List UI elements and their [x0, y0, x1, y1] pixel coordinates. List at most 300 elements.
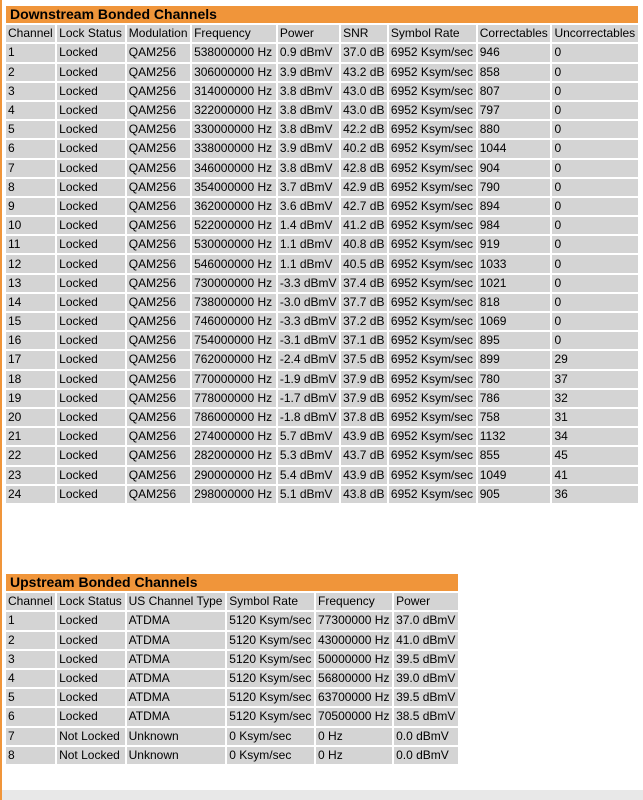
downstream-title: Downstream Bonded Channels [6, 6, 638, 23]
downstream-table-cell: QAM256 [127, 102, 190, 119]
upstream-table-cell: Locked [57, 708, 125, 725]
downstream-table-row [6, 44, 638, 61]
downstream-table-row [6, 486, 638, 503]
upstream-table-cell: 5120 Ksym/sec [227, 651, 314, 668]
downstream-table-cell: QAM256 [127, 351, 190, 368]
downstream-table-cell: 6 [6, 140, 55, 157]
downstream-table-cell: 6952 Ksym/sec [389, 64, 476, 81]
downstream-table-cell: Locked [57, 121, 125, 138]
downstream-table-cell: Locked [57, 332, 125, 349]
downstream-table-cell: Locked [57, 255, 125, 272]
downstream-column-header: Uncorrectables [552, 25, 638, 42]
downstream-table-row [6, 294, 638, 311]
upstream-table-cell: 7 [6, 728, 55, 745]
downstream-table-cell: 306000000 Hz [192, 64, 276, 81]
downstream-table-row [6, 64, 638, 81]
downstream-table-cell: QAM256 [127, 179, 190, 196]
downstream-table-cell: 6952 Ksym/sec [389, 140, 476, 157]
downstream-table-cell: 0 [552, 102, 638, 119]
downstream-table-cell: 5.7 dBmV [278, 428, 339, 445]
downstream-table-cell: 6952 Ksym/sec [389, 486, 476, 503]
upstream-table-cell: 63700000 Hz [316, 689, 392, 706]
downstream-table-cell: QAM256 [127, 160, 190, 177]
upstream-table-cell: 39.5 dBmV [394, 689, 458, 706]
downstream-table-cell: QAM256 [127, 390, 190, 407]
downstream-table-cell: 762000000 Hz [192, 351, 276, 368]
downstream-table-cell: 13 [6, 275, 55, 292]
downstream-table-cell: 16 [6, 332, 55, 349]
downstream-table-cell: 1 [6, 44, 55, 61]
downstream-table-cell: 984 [478, 217, 551, 234]
downstream-table-cell: Locked [57, 409, 125, 426]
downstream-table-cell: Locked [57, 198, 125, 215]
downstream-table-cell: 37.2 dB [341, 313, 387, 330]
downstream-table-row [6, 390, 638, 407]
downstream-table-cell: 0 [552, 313, 638, 330]
downstream-table-cell: Locked [57, 83, 125, 100]
downstream-table-cell: Locked [57, 351, 125, 368]
downstream-table-cell: 858 [478, 64, 551, 81]
downstream-table-cell: 282000000 Hz [192, 447, 276, 464]
downstream-table-row [6, 198, 638, 215]
downstream-table-cell: Locked [57, 467, 125, 484]
upstream-table-cell: ATDMA [127, 651, 226, 668]
page-bottom-band [2, 790, 643, 800]
downstream-table-cell: 10 [6, 217, 55, 234]
upstream-table-row [6, 747, 458, 764]
downstream-table-cell: 6952 Ksym/sec [389, 255, 476, 272]
upstream-table-cell: 43000000 Hz [316, 632, 392, 649]
downstream-table-cell: 6952 Ksym/sec [389, 217, 476, 234]
upstream-table-cell: 50000000 Hz [316, 651, 392, 668]
downstream-table-cell: 9 [6, 198, 55, 215]
downstream-table-cell: 42.8 dB [341, 160, 387, 177]
upstream-table-row [6, 670, 458, 687]
downstream-table-row [6, 102, 638, 119]
downstream-table-cell: 738000000 Hz [192, 294, 276, 311]
downstream-table-cell: 43.0 dB [341, 83, 387, 100]
downstream-table-cell: -1.8 dBmV [278, 409, 339, 426]
upstream-table-row [6, 651, 458, 668]
downstream-table-cell: 40.5 dB [341, 255, 387, 272]
upstream-table-cell: Locked [57, 689, 125, 706]
downstream-table-cell: 0.9 dBmV [278, 44, 339, 61]
downstream-table-cell: Locked [57, 294, 125, 311]
upstream-table-cell: 5120 Ksym/sec [227, 708, 314, 725]
downstream-table-row [6, 236, 638, 253]
downstream-column-header: Symbol Rate [389, 25, 476, 42]
upstream-table-cell: ATDMA [127, 632, 226, 649]
downstream-table-cell: 6952 Ksym/sec [389, 179, 476, 196]
upstream-table-row [6, 708, 458, 725]
upstream-table-cell: ATDMA [127, 708, 226, 725]
downstream-table-cell: QAM256 [127, 332, 190, 349]
downstream-table-cell: 6952 Ksym/sec [389, 371, 476, 388]
upstream-table-row [6, 632, 458, 649]
upstream-table-cell: 3 [6, 651, 55, 668]
downstream-table-row [6, 447, 638, 464]
upstream-table-cell: 5120 Ksym/sec [227, 612, 314, 629]
downstream-table-cell: 338000000 Hz [192, 140, 276, 157]
downstream-table-cell: 780 [478, 371, 551, 388]
downstream-table-cell: 6952 Ksym/sec [389, 409, 476, 426]
downstream-table-cell: 43.9 dB [341, 467, 387, 484]
downstream-table-cell: QAM256 [127, 371, 190, 388]
downstream-table-cell: 43.8 dB [341, 486, 387, 503]
downstream-table-cell: 42.7 dB [341, 198, 387, 215]
downstream-table-cell: QAM256 [127, 83, 190, 100]
downstream-table-cell: 1069 [478, 313, 551, 330]
downstream-table-cell: Locked [57, 160, 125, 177]
downstream-table-cell: 37.5 dB [341, 351, 387, 368]
downstream-column-header: Modulation [127, 25, 190, 42]
downstream-table-cell: 946 [478, 44, 551, 61]
downstream-table-cell: Locked [57, 275, 125, 292]
downstream-table-cell: 6952 Ksym/sec [389, 390, 476, 407]
upstream-channels-table [4, 572, 460, 766]
downstream-table-cell: 1049 [478, 467, 551, 484]
downstream-channels-table [4, 4, 640, 505]
upstream-table-body [6, 612, 458, 764]
downstream-table-cell: 746000000 Hz [192, 313, 276, 330]
downstream-table-cell: 346000000 Hz [192, 160, 276, 177]
upstream-table-cell: 1 [6, 612, 55, 629]
downstream-column-header: Channel [6, 25, 55, 42]
downstream-table-cell: 905 [478, 486, 551, 503]
upstream-table-cell: 56800000 Hz [316, 670, 392, 687]
upstream-table-cell: 5120 Ksym/sec [227, 670, 314, 687]
downstream-table-cell: Locked [57, 447, 125, 464]
downstream-table-cell: 274000000 Hz [192, 428, 276, 445]
upstream-table-cell: Not Locked [57, 747, 125, 764]
downstream-column-header: Lock Status [57, 25, 125, 42]
upstream-table-cell: ATDMA [127, 612, 226, 629]
upstream-table-cell: 5120 Ksym/sec [227, 689, 314, 706]
downstream-table-cell: 22 [6, 447, 55, 464]
upstream-table-row [6, 612, 458, 629]
downstream-table-cell: 6952 Ksym/sec [389, 428, 476, 445]
downstream-table-cell: -3.1 dBmV [278, 332, 339, 349]
downstream-table-cell: 6952 Ksym/sec [389, 467, 476, 484]
downstream-table-cell: 37.9 dB [341, 371, 387, 388]
downstream-table-cell: 43.9 dB [341, 428, 387, 445]
downstream-table-cell: 0 [552, 255, 638, 272]
downstream-table-cell: 3.8 dBmV [278, 121, 339, 138]
downstream-table-cell: 20 [6, 409, 55, 426]
downstream-table-cell: 17 [6, 351, 55, 368]
downstream-table-cell: Locked [57, 390, 125, 407]
downstream-table-cell: 45 [552, 447, 638, 464]
downstream-table-cell: 42.2 dB [341, 121, 387, 138]
downstream-table-cell: 37.7 dB [341, 294, 387, 311]
downstream-table-cell: 6952 Ksym/sec [389, 44, 476, 61]
downstream-table-cell: 894 [478, 198, 551, 215]
downstream-table-row [6, 351, 638, 368]
downstream-table-cell: QAM256 [127, 217, 190, 234]
downstream-table-cell: 778000000 Hz [192, 390, 276, 407]
downstream-table-row [6, 121, 638, 138]
downstream-table-cell: 37.8 dB [341, 409, 387, 426]
downstream-table-cell: 807 [478, 83, 551, 100]
upstream-table-cell: Locked [57, 612, 125, 629]
downstream-table-cell: 0 [552, 179, 638, 196]
upstream-table-cell: ATDMA [127, 689, 226, 706]
downstream-table-row [6, 371, 638, 388]
downstream-table-row [6, 179, 638, 196]
downstream-table-cell: 1021 [478, 275, 551, 292]
downstream-table-cell: 12 [6, 255, 55, 272]
downstream-table-cell: Locked [57, 102, 125, 119]
downstream-table-cell: 6952 Ksym/sec [389, 121, 476, 138]
downstream-table-cell: 0 [552, 236, 638, 253]
downstream-table-cell: 1044 [478, 140, 551, 157]
downstream-table-cell: 818 [478, 294, 551, 311]
downstream-table-cell: 6952 Ksym/sec [389, 313, 476, 330]
downstream-table-cell: QAM256 [127, 255, 190, 272]
downstream-table-cell: QAM256 [127, 44, 190, 61]
downstream-table-cell: 29 [552, 351, 638, 368]
upstream-table-cell: 39.5 dBmV [394, 651, 458, 668]
downstream-table-cell: 0 [552, 140, 638, 157]
downstream-table-cell: 290000000 Hz [192, 467, 276, 484]
downstream-table-cell: QAM256 [127, 447, 190, 464]
downstream-table-cell: 354000000 Hz [192, 179, 276, 196]
downstream-table-row [6, 275, 638, 292]
upstream-table-cell: 5 [6, 689, 55, 706]
downstream-table-cell: 530000000 Hz [192, 236, 276, 253]
downstream-table-cell: 37.0 dB [341, 44, 387, 61]
downstream-table-cell: 6952 Ksym/sec [389, 294, 476, 311]
upstream-column-header: US Channel Type [127, 593, 226, 610]
downstream-column-header: Power [278, 25, 339, 42]
downstream-table-cell: QAM256 [127, 409, 190, 426]
downstream-table-cell: 538000000 Hz [192, 44, 276, 61]
downstream-table-cell: 0 [552, 160, 638, 177]
upstream-column-header: Power [394, 593, 458, 610]
downstream-table-cell: 314000000 Hz [192, 83, 276, 100]
downstream-table-cell: 0 [552, 44, 638, 61]
downstream-table-cell: 15 [6, 313, 55, 330]
downstream-table-cell: 3.8 dBmV [278, 102, 339, 119]
downstream-table-cell: Locked [57, 217, 125, 234]
downstream-table-cell: 3.8 dBmV [278, 160, 339, 177]
upstream-table-cell: 0.0 dBmV [394, 747, 458, 764]
downstream-table-cell: 37.1 dB [341, 332, 387, 349]
downstream-table-row [6, 409, 638, 426]
downstream-table-cell: 43.0 dB [341, 102, 387, 119]
downstream-table-cell: Locked [57, 428, 125, 445]
downstream-table-cell: 14 [6, 294, 55, 311]
downstream-table-cell: 6952 Ksym/sec [389, 351, 476, 368]
downstream-table-cell: 4 [6, 102, 55, 119]
downstream-table-row [6, 217, 638, 234]
upstream-table-cell: 0 Hz [316, 747, 392, 764]
downstream-table-cell: 34 [552, 428, 638, 445]
downstream-table-cell: Locked [57, 486, 125, 503]
downstream-table-cell: QAM256 [127, 121, 190, 138]
downstream-table-cell: QAM256 [127, 313, 190, 330]
downstream-table-cell: Locked [57, 64, 125, 81]
downstream-table-cell: Locked [57, 313, 125, 330]
downstream-table-cell: QAM256 [127, 140, 190, 157]
upstream-table-cell: 39.0 dBmV [394, 670, 458, 687]
downstream-table-cell: 21 [6, 428, 55, 445]
downstream-table-cell: QAM256 [127, 467, 190, 484]
upstream-table-cell: Locked [57, 670, 125, 687]
downstream-table-cell: 5.1 dBmV [278, 486, 339, 503]
downstream-table-cell: 1.1 dBmV [278, 255, 339, 272]
downstream-table-cell: 786000000 Hz [192, 409, 276, 426]
downstream-table-cell: 0 [552, 217, 638, 234]
downstream-table-cell: -1.7 dBmV [278, 390, 339, 407]
downstream-table-cell: 18 [6, 371, 55, 388]
downstream-header-row [6, 25, 638, 42]
downstream-table-cell: 2 [6, 64, 55, 81]
downstream-table-row [6, 255, 638, 272]
upstream-title: Upstream Bonded Channels [6, 574, 458, 591]
downstream-table-cell: 37.4 dB [341, 275, 387, 292]
upstream-table-cell: 8 [6, 747, 55, 764]
downstream-table-cell: 790 [478, 179, 551, 196]
downstream-table-cell: 797 [478, 102, 551, 119]
downstream-table-cell: 770000000 Hz [192, 371, 276, 388]
downstream-table-cell: 919 [478, 236, 551, 253]
downstream-table-cell: 32 [552, 390, 638, 407]
downstream-table-cell: 1.4 dBmV [278, 217, 339, 234]
downstream-table-cell: 6952 Ksym/sec [389, 236, 476, 253]
downstream-table-cell: 0 [552, 64, 638, 81]
downstream-table-row [6, 140, 638, 157]
downstream-table-cell: 6952 Ksym/sec [389, 275, 476, 292]
upstream-table-cell: 37.0 dBmV [394, 612, 458, 629]
downstream-table-cell: 5 [6, 121, 55, 138]
downstream-table-cell: QAM256 [127, 428, 190, 445]
downstream-table-cell: 730000000 Hz [192, 275, 276, 292]
downstream-table-cell: 330000000 Hz [192, 121, 276, 138]
downstream-table-cell: 880 [478, 121, 551, 138]
downstream-table-cell: 1033 [478, 255, 551, 272]
downstream-table-cell: Locked [57, 371, 125, 388]
downstream-table-cell: 758 [478, 409, 551, 426]
downstream-table-cell: 3.8 dBmV [278, 83, 339, 100]
upstream-table-cell: 6 [6, 708, 55, 725]
downstream-table-cell: 31 [552, 409, 638, 426]
upstream-table-cell: Unknown [127, 728, 226, 745]
downstream-table-cell: 7 [6, 160, 55, 177]
downstream-table-cell: 37 [552, 371, 638, 388]
downstream-table-cell: 1.1 dBmV [278, 236, 339, 253]
downstream-table-cell: QAM256 [127, 198, 190, 215]
downstream-table-cell: 3.7 dBmV [278, 179, 339, 196]
downstream-table-cell: 3.9 dBmV [278, 64, 339, 81]
downstream-table-cell: -2.4 dBmV [278, 351, 339, 368]
upstream-column-header: Symbol Rate [227, 593, 314, 610]
downstream-table-body [6, 44, 638, 503]
downstream-table-cell: 895 [478, 332, 551, 349]
downstream-table-cell: 41.2 dB [341, 217, 387, 234]
upstream-table-cell: 77300000 Hz [316, 612, 392, 629]
upstream-table-cell: ATDMA [127, 670, 226, 687]
upstream-header-row [6, 593, 458, 610]
downstream-column-header: Frequency [192, 25, 276, 42]
upstream-table-cell: 0.0 dBmV [394, 728, 458, 745]
downstream-table-cell: -1.9 dBmV [278, 371, 339, 388]
downstream-table-cell: 42.9 dB [341, 179, 387, 196]
downstream-table-cell: QAM256 [127, 486, 190, 503]
downstream-table-cell: -3.3 dBmV [278, 313, 339, 330]
downstream-table-cell: 0 [552, 198, 638, 215]
downstream-table-cell: 0 [552, 275, 638, 292]
downstream-table-cell: QAM256 [127, 294, 190, 311]
upstream-table-row [6, 728, 458, 745]
downstream-table-cell: 11 [6, 236, 55, 253]
upstream-table-cell: Unknown [127, 747, 226, 764]
downstream-table-row [6, 313, 638, 330]
downstream-table-cell: 8 [6, 179, 55, 196]
downstream-table-cell: Locked [57, 140, 125, 157]
downstream-table-cell: 37.9 dB [341, 390, 387, 407]
downstream-table-cell: 6952 Ksym/sec [389, 83, 476, 100]
downstream-table-cell: 23 [6, 467, 55, 484]
downstream-column-header: Correctables [478, 25, 551, 42]
downstream-table-row [6, 332, 638, 349]
upstream-table-row [6, 689, 458, 706]
downstream-table-cell: 786 [478, 390, 551, 407]
downstream-table-cell: 19 [6, 390, 55, 407]
downstream-table-row [6, 467, 638, 484]
downstream-table-row [6, 83, 638, 100]
downstream-table-cell: 40.8 dB [341, 236, 387, 253]
downstream-table-cell: 43.2 dB [341, 64, 387, 81]
downstream-table-cell: 0 [552, 121, 638, 138]
downstream-table-cell: 6952 Ksym/sec [389, 447, 476, 464]
downstream-table-cell: 24 [6, 486, 55, 503]
downstream-table-cell: 3 [6, 83, 55, 100]
downstream-table-cell: 899 [478, 351, 551, 368]
downstream-table-cell: Locked [57, 236, 125, 253]
upstream-table-cell: Locked [57, 651, 125, 668]
upstream-table-cell: 0 Ksym/sec [227, 747, 314, 764]
downstream-table-cell: 36 [552, 486, 638, 503]
upstream-table-cell: 38.5 dBmV [394, 708, 458, 725]
downstream-table-cell: 6952 Ksym/sec [389, 102, 476, 119]
downstream-column-header: SNR [341, 25, 387, 42]
downstream-table-cell: 754000000 Hz [192, 332, 276, 349]
downstream-table-cell: Locked [57, 179, 125, 196]
downstream-table-cell: 546000000 Hz [192, 255, 276, 272]
downstream-table-cell: 5.3 dBmV [278, 447, 339, 464]
upstream-table-cell: Locked [57, 632, 125, 649]
downstream-table-cell: QAM256 [127, 236, 190, 253]
downstream-table-cell: 322000000 Hz [192, 102, 276, 119]
downstream-table-cell: 855 [478, 447, 551, 464]
upstream-table-cell: 5120 Ksym/sec [227, 632, 314, 649]
downstream-table-cell: 0 [552, 294, 638, 311]
upstream-table-cell: 0 Hz [316, 728, 392, 745]
downstream-table-cell: Locked [57, 44, 125, 61]
upstream-table-cell: 70500000 Hz [316, 708, 392, 725]
downstream-table-row [6, 428, 638, 445]
downstream-table-row [6, 160, 638, 177]
downstream-table-cell: 5.4 dBmV [278, 467, 339, 484]
downstream-table-cell: 6952 Ksym/sec [389, 160, 476, 177]
upstream-table-cell: 2 [6, 632, 55, 649]
downstream-table-cell: 3.6 dBmV [278, 198, 339, 215]
upstream-table-cell: 41.0 dBmV [394, 632, 458, 649]
upstream-table-cell: 4 [6, 670, 55, 687]
downstream-table-cell: 1132 [478, 428, 551, 445]
downstream-table-cell: 6952 Ksym/sec [389, 198, 476, 215]
